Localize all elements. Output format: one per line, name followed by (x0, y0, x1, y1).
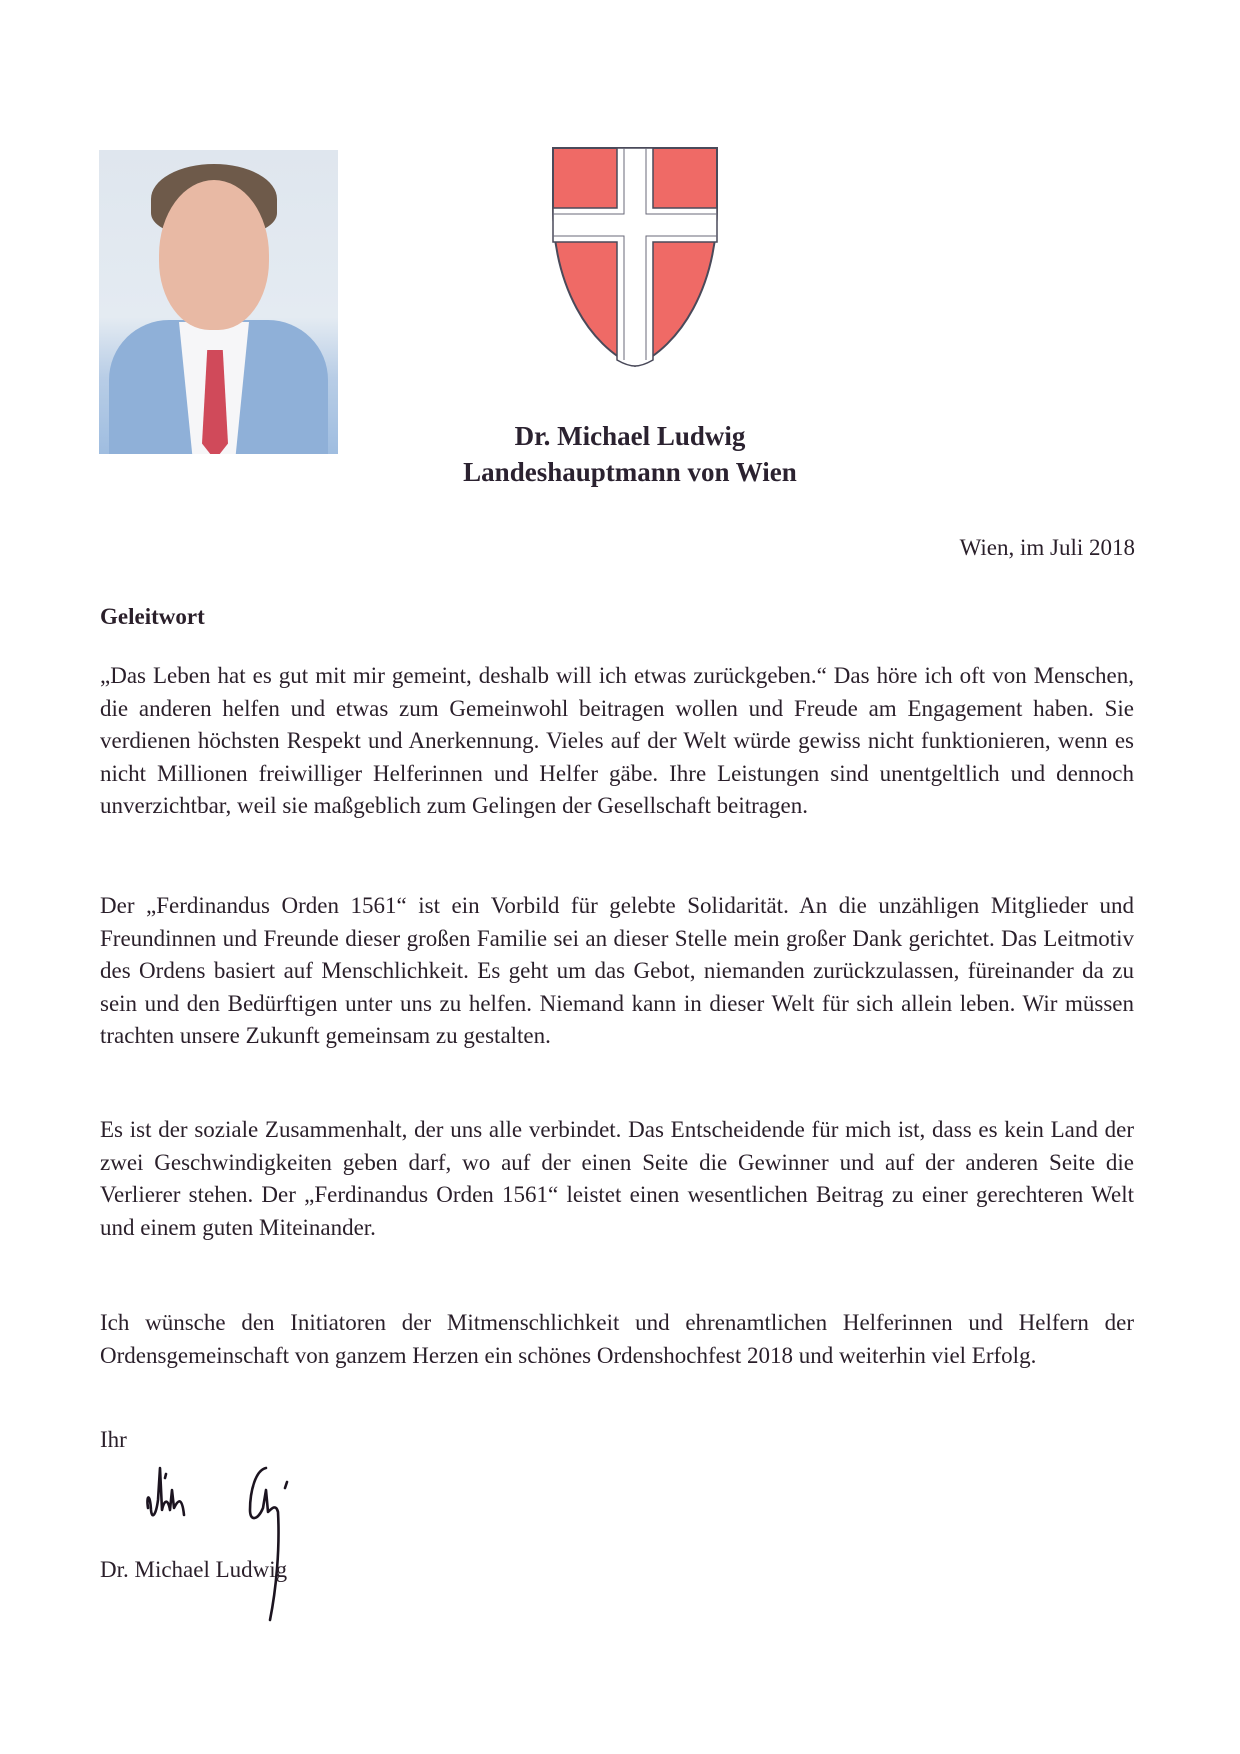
handwritten-signature-icon (138, 1460, 338, 1630)
letter-heading: Geleitwort (100, 604, 205, 629)
portrait-photo (99, 150, 338, 454)
paragraph-4: Ich wünsche den Initiatoren der Mitmenschlichkeit und ehrenamtlichen Helferinnen und Helfern der Ordensgemeinschaft von ganzem Herzen ein schönes Ordenshochfest 2018 und weiterhin viel Erfolg. (100, 1310, 1134, 1368)
place-date: Wien, im Juli 2018 (959, 535, 1135, 560)
paragraph-1: „Das Leben hat es gut mit mir gemeint, deshalb will ich etwas zurückgeben.“ Das höre ich oft von Menschen, die anderen helfen und etwas zum Gemeinwohl beitragen wollen und Freude am Engagement haben. Sie verdienen höchsten Respekt und Anerkennung. Vieles auf der Welt würde gewiss nicht funktionieren, wenn es nicht Millionen freiwilliger Helferinnen und Helfer gäbe. Ihre Leistungen sind unentgeltlich und dennoch unverzichtbar, weil sie maßgeblich zum Gelingen der Gesellschaft beitragen. (100, 663, 1134, 819)
portrait-face (159, 180, 269, 330)
signer-name: Dr. Michael Ludwig (100, 1557, 288, 1582)
author-name: Dr. Michael Ludwig (514, 421, 746, 451)
paragraph-2: Der „Ferdinandus Orden 1561“ ist ein Vorbild für gelebte Solidarität. An die unzähligen Mitglieder und Freundinnen und Freunde dieser großen Familie sei an dieser Stelle mein großer Dank gerichtet. Das Leitmotiv des Ordens basiert auf Menschlichkeit. Es geht um das Gebot, niemanden zurückzulassen, füreinander da zu sein und den Bedürftigen unter uns zu helfen. Niemand kann in dieser Welt für sich allein leben. Wir müssen trachten unsere Zukunft gemeinsam zu gestalten. (100, 893, 1134, 1049)
author-title: Landeshauptmann von Wien (463, 457, 797, 487)
author-header (380, 418, 880, 490)
paragraph-3: Es ist der soziale Zusammenhalt, der uns alle verbindet. Das Entscheidende für mich ist, dass es kein Land der zwei Geschwindigkeiten geben darf, wo auf der einen Seite die Gewinner und auf der anderen Seite die Verlierer stehen. Der „Ferdinandus Orden 1561“ leistet einen wesentlichen Beitrag zu einer gerechteren Welt und einem guten Miteinander. (100, 1117, 1134, 1240)
vienna-coat-of-arms-icon (551, 146, 719, 368)
closing-salutation: Ihr (100, 1427, 127, 1452)
